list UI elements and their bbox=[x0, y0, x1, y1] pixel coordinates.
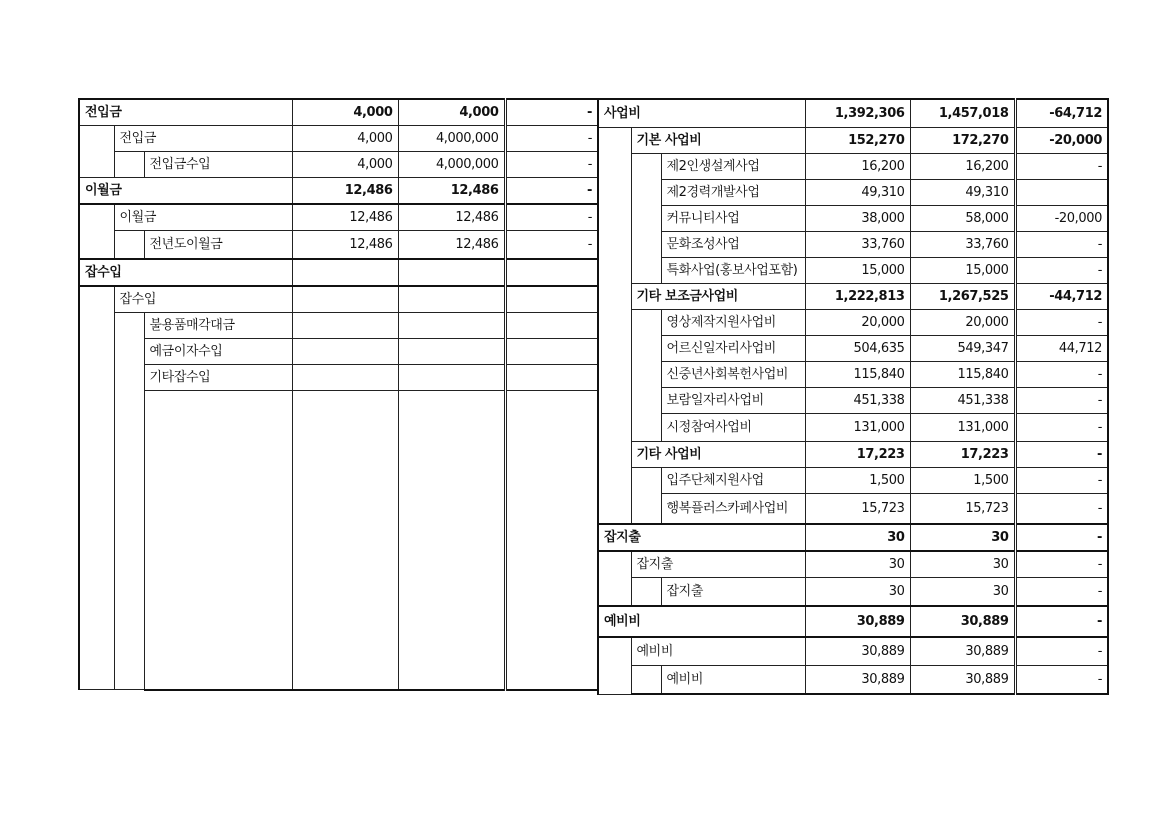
table-row bbox=[598, 666, 1108, 695]
table-row bbox=[598, 494, 1108, 525]
diff-value: - bbox=[1015, 232, 1108, 258]
diff-value: -44,712 bbox=[1015, 284, 1108, 310]
category-label: 잡지출 bbox=[598, 524, 805, 551]
diff-value bbox=[505, 313, 598, 339]
budget-value: 115,840 bbox=[805, 362, 910, 388]
diff-value: - bbox=[1015, 414, 1108, 442]
subcategory-label: 예비비 bbox=[631, 637, 805, 666]
prior-value: 451,338 bbox=[910, 388, 1015, 414]
prior-value: 15,000 bbox=[910, 258, 1015, 284]
indent-cell bbox=[79, 204, 114, 259]
prior-value: 1,500 bbox=[910, 468, 1015, 494]
table-row bbox=[79, 259, 598, 286]
diff-value: - bbox=[1015, 468, 1108, 494]
prior-value: 30,889 bbox=[910, 666, 1015, 695]
table-row bbox=[79, 99, 598, 126]
budget-value bbox=[292, 313, 398, 339]
budget-value: 20,000 bbox=[805, 310, 910, 336]
prior-value: 30 bbox=[910, 524, 1015, 551]
subcategory-label: 기타 사업비 bbox=[631, 442, 805, 468]
category-label: 잡수입 bbox=[79, 259, 292, 286]
diff-value: - bbox=[1015, 551, 1108, 578]
table-row bbox=[79, 313, 598, 339]
prior-value bbox=[398, 286, 505, 313]
budget-value: 1,392,306 bbox=[805, 99, 910, 128]
prior-value: 4,000 bbox=[398, 99, 505, 126]
diff-value: - bbox=[505, 178, 598, 205]
item-label: 어르신일자리사업비 bbox=[661, 336, 805, 362]
table-row bbox=[598, 258, 1108, 284]
table-row bbox=[598, 284, 1108, 310]
table-row bbox=[598, 414, 1108, 442]
prior-value: 4,000,000 bbox=[398, 152, 505, 178]
diff-value: - bbox=[1015, 578, 1108, 607]
item-label: 영상제작지원사업비 bbox=[661, 310, 805, 336]
diff-value: - bbox=[505, 204, 598, 231]
prior-value: 12,486 bbox=[398, 231, 505, 260]
budget-value: 38,000 bbox=[805, 206, 910, 232]
prior-value: 20,000 bbox=[910, 310, 1015, 336]
budget-value: 1,500 bbox=[805, 468, 910, 494]
budget-value bbox=[292, 286, 398, 313]
table-row bbox=[79, 286, 598, 313]
table-row bbox=[598, 336, 1108, 362]
indent-cell bbox=[114, 152, 144, 178]
table-row bbox=[79, 365, 598, 391]
diff-value: - bbox=[505, 126, 598, 152]
prior-value bbox=[398, 259, 505, 286]
item-label: 특화사업(홍보사업포함) bbox=[661, 258, 805, 284]
budget-value: 33,760 bbox=[805, 232, 910, 258]
item-label: 제2경력개발사업 bbox=[661, 180, 805, 206]
table-row bbox=[598, 637, 1108, 666]
table-row bbox=[598, 362, 1108, 388]
table-row bbox=[598, 180, 1108, 206]
diff-value: - bbox=[1015, 258, 1108, 284]
diff-value: - bbox=[1015, 637, 1108, 666]
budget-value: 30 bbox=[805, 524, 910, 551]
prior-value: 1,267,525 bbox=[910, 284, 1015, 310]
table-row bbox=[598, 99, 1108, 128]
diff-value bbox=[505, 286, 598, 313]
indent-cell bbox=[79, 286, 114, 690]
expenditure-table bbox=[597, 98, 1109, 695]
category-label: 예비비 bbox=[598, 606, 805, 637]
item-label: 전년도이월금 bbox=[144, 231, 292, 260]
subcategory-label: 이월금 bbox=[114, 204, 292, 231]
budget-value: 4,000 bbox=[292, 152, 398, 178]
prior-value: 131,000 bbox=[910, 414, 1015, 442]
budget-value bbox=[292, 365, 398, 391]
table-row bbox=[598, 468, 1108, 494]
prior-value bbox=[398, 365, 505, 391]
indent-cell bbox=[598, 551, 631, 606]
table-row bbox=[598, 154, 1108, 180]
item-label: 잡지출 bbox=[661, 578, 805, 607]
budget-value: 152,270 bbox=[805, 128, 910, 154]
prior-value: 17,223 bbox=[910, 442, 1015, 468]
table-row bbox=[598, 206, 1108, 232]
budget-value bbox=[292, 339, 398, 365]
diff-value: 44,712 bbox=[1015, 336, 1108, 362]
revenue-table bbox=[78, 98, 599, 691]
budget-value: 4,000 bbox=[292, 126, 398, 152]
budget-value: 15,723 bbox=[805, 494, 910, 525]
budget-value: 30 bbox=[805, 551, 910, 578]
diff-value: -20,000 bbox=[1015, 206, 1108, 232]
indent-cell bbox=[114, 313, 144, 690]
prior-value: 58,000 bbox=[910, 206, 1015, 232]
diff-value: - bbox=[1015, 388, 1108, 414]
item-label: 불용품매각대금 bbox=[144, 313, 292, 339]
table-row bbox=[598, 442, 1108, 468]
table-row bbox=[598, 578, 1108, 607]
budget-value: 30 bbox=[805, 578, 910, 607]
diff-value: - bbox=[1015, 362, 1108, 388]
table-row bbox=[598, 232, 1108, 258]
item-label: 행복플러스카페사업비 bbox=[661, 494, 805, 525]
item-label: 커뮤니티사업 bbox=[661, 206, 805, 232]
diff-value bbox=[1015, 180, 1108, 206]
category-label: 사업비 bbox=[598, 99, 805, 128]
prior-value: 172,270 bbox=[910, 128, 1015, 154]
item-label: 입주단체지원사업 bbox=[661, 468, 805, 494]
table-row bbox=[79, 126, 598, 152]
indent-cell bbox=[631, 666, 661, 695]
empty-cell bbox=[144, 391, 292, 690]
budget-value: 4,000 bbox=[292, 99, 398, 126]
budget-value: 131,000 bbox=[805, 414, 910, 442]
table-row bbox=[79, 231, 598, 260]
budget-value: 30,889 bbox=[805, 666, 910, 695]
table-row bbox=[79, 339, 598, 365]
diff-value: - bbox=[1015, 666, 1108, 695]
prior-value bbox=[398, 313, 505, 339]
table-row bbox=[79, 391, 598, 690]
indent-cell bbox=[598, 128, 631, 525]
table-row bbox=[598, 551, 1108, 578]
prior-value: 1,457,018 bbox=[910, 99, 1015, 128]
budget-value: 12,486 bbox=[292, 178, 398, 205]
budget-value: 17,223 bbox=[805, 442, 910, 468]
category-label: 전입금 bbox=[79, 99, 292, 126]
item-label: 예금이자수입 bbox=[144, 339, 292, 365]
prior-value: 30,889 bbox=[910, 637, 1015, 666]
budget-value: 30,889 bbox=[805, 637, 910, 666]
diff-value: - bbox=[505, 99, 598, 126]
item-label: 보람일자리사업비 bbox=[661, 388, 805, 414]
prior-value: 15,723 bbox=[910, 494, 1015, 525]
diff-value: - bbox=[1015, 524, 1108, 551]
subcategory-label: 기타 보조금사업비 bbox=[631, 284, 805, 310]
indent-cell bbox=[631, 468, 661, 525]
item-label: 시정참여사업비 bbox=[661, 414, 805, 442]
prior-value: 12,486 bbox=[398, 204, 505, 231]
budget-value bbox=[292, 259, 398, 286]
empty-cell bbox=[505, 391, 598, 690]
prior-value: 115,840 bbox=[910, 362, 1015, 388]
diff-value bbox=[505, 339, 598, 365]
budget-value: 16,200 bbox=[805, 154, 910, 180]
diff-value: - bbox=[505, 152, 598, 178]
indent-cell bbox=[598, 637, 631, 694]
prior-value: 4,000,000 bbox=[398, 126, 505, 152]
subcategory-label: 기본 사업비 bbox=[631, 128, 805, 154]
item-label: 예비비 bbox=[661, 666, 805, 695]
prior-value: 33,760 bbox=[910, 232, 1015, 258]
indent-cell bbox=[79, 126, 114, 178]
diff-value: - bbox=[1015, 494, 1108, 525]
budget-value: 12,486 bbox=[292, 231, 398, 260]
indent-cell bbox=[631, 310, 661, 442]
empty-cell bbox=[292, 391, 398, 690]
table-row bbox=[79, 152, 598, 178]
item-label: 문화조성사업 bbox=[661, 232, 805, 258]
prior-value bbox=[398, 339, 505, 365]
item-label: 기타잡수입 bbox=[144, 365, 292, 391]
diff-value bbox=[505, 365, 598, 391]
prior-value: 12,486 bbox=[398, 178, 505, 205]
empty-cell bbox=[398, 391, 505, 690]
table-row bbox=[79, 178, 598, 205]
diff-value: - bbox=[1015, 442, 1108, 468]
indent-cell bbox=[114, 231, 144, 260]
diff-value: -64,712 bbox=[1015, 99, 1108, 128]
prior-value: 30 bbox=[910, 551, 1015, 578]
prior-value: 16,200 bbox=[910, 154, 1015, 180]
diff-value: - bbox=[1015, 606, 1108, 637]
table-row bbox=[598, 388, 1108, 414]
table-row bbox=[598, 310, 1108, 336]
item-label: 전입금수입 bbox=[144, 152, 292, 178]
category-label: 이월금 bbox=[79, 178, 292, 205]
budget-value: 30,889 bbox=[805, 606, 910, 637]
budget-value: 504,635 bbox=[805, 336, 910, 362]
prior-value: 49,310 bbox=[910, 180, 1015, 206]
prior-value: 549,347 bbox=[910, 336, 1015, 362]
budget-value: 49,310 bbox=[805, 180, 910, 206]
subcategory-label: 전입금 bbox=[114, 126, 292, 152]
table-row bbox=[598, 128, 1108, 154]
budget-value: 15,000 bbox=[805, 258, 910, 284]
budget-value: 12,486 bbox=[292, 204, 398, 231]
indent-cell bbox=[631, 154, 661, 284]
subcategory-label: 잡지출 bbox=[631, 551, 805, 578]
diff-value: - bbox=[1015, 310, 1108, 336]
indent-cell bbox=[631, 578, 661, 607]
diff-value: - bbox=[505, 231, 598, 260]
diff-value bbox=[505, 259, 598, 286]
table-row bbox=[598, 524, 1108, 551]
item-label: 신중년사회복헌사업비 bbox=[661, 362, 805, 388]
prior-value: 30 bbox=[910, 578, 1015, 607]
table-row bbox=[598, 606, 1108, 637]
item-label: 제2인생설계사업 bbox=[661, 154, 805, 180]
table-row bbox=[79, 204, 598, 231]
budget-value: 1,222,813 bbox=[805, 284, 910, 310]
prior-value: 30,889 bbox=[910, 606, 1015, 637]
subcategory-label: 잡수입 bbox=[114, 286, 292, 313]
diff-value: - bbox=[1015, 154, 1108, 180]
diff-value: -20,000 bbox=[1015, 128, 1108, 154]
budget-value: 451,338 bbox=[805, 388, 910, 414]
